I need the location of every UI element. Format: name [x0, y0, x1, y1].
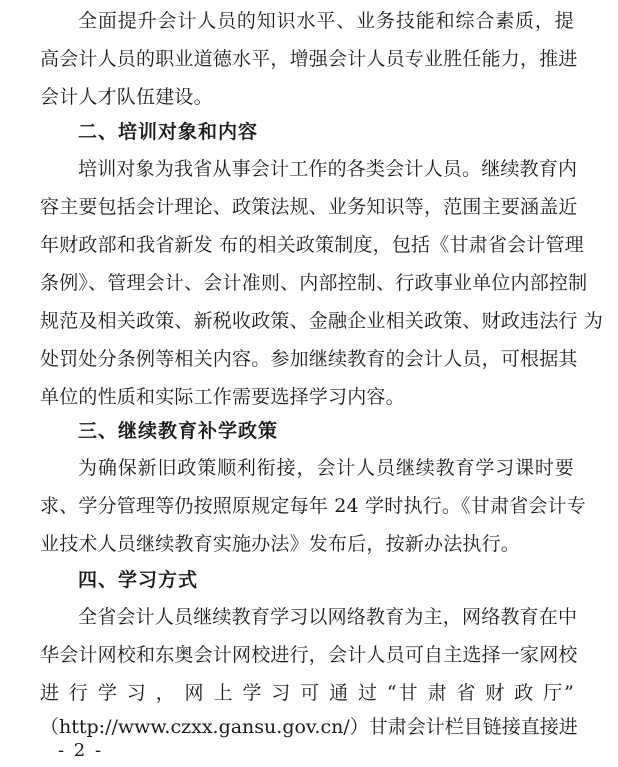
paragraph-line: 华会计网校和东奥会计网校进行，会计人员可自主选择一家网校 — [40, 644, 578, 666]
paragraph-line: 条例》、管理会计、会计准则、内部控制、行政事业单位内部控制 — [40, 272, 588, 294]
section-heading: 二、培训对象和内容 — [78, 121, 259, 143]
paragraph-line: 业技术人员继续教育实施办法》发布后，按新办法执行。 — [40, 533, 521, 555]
paragraph-line-url: （http://www.czxx.gansu.gov.cn/）甘肃会计栏目链接直接进 — [40, 716, 578, 738]
paragraph-line: 高会计人员的职业道德水平，增强会计人员专业胜任能力，推进 — [40, 48, 578, 70]
section-heading: 三、继续教育补学政策 — [78, 420, 279, 442]
paragraph-line: 容主要包括会计理论、政策法规、业务知识等，范围主要涵盖近 — [40, 196, 578, 218]
section-heading: 四、学习方式 — [78, 569, 199, 591]
paragraph-line: 会计人才队伍建设。 — [40, 86, 213, 108]
paragraph-line: 为确保新旧政策顺利衔接，会计人员继续教育学习课时要 — [78, 457, 574, 479]
paragraph-line: 全省会计人员继续教育学习以网络教育为主，网络教育在中 — [78, 606, 578, 628]
paragraph-line: 进 行 学 习 ， 网 上 学 习 可 通 过 “甘 肃 省 财 政 厅” — [40, 682, 574, 704]
page-number: - 2 - — [58, 740, 104, 761]
paragraph-line: 年财政部和我省新发 布的相关政策制度，包括《甘肃省会计管理 — [40, 234, 584, 256]
paragraph-line: 规范及相关政策、新税收政策、金融企业相关政策、财政违法行 为 — [40, 310, 604, 332]
paragraph-line: 培训对象为我省从事会计工作的各类会计人员。继续教育内 — [78, 158, 578, 180]
paragraph-line: 求、学分管理等仍按照原规定每年 24 学时执行。《甘肃省会计专 — [40, 495, 586, 517]
paragraph-line: 单位的性质和实际工作需要选择学习内容。 — [40, 386, 405, 408]
paragraph-line: 处罚处分条例等相关内容。参加继续教育的会计人员，可根据其 — [40, 348, 578, 370]
paragraph-line: 全面提升会计人员的知识水平、业务技能和综合素质，提 — [78, 10, 574, 32]
